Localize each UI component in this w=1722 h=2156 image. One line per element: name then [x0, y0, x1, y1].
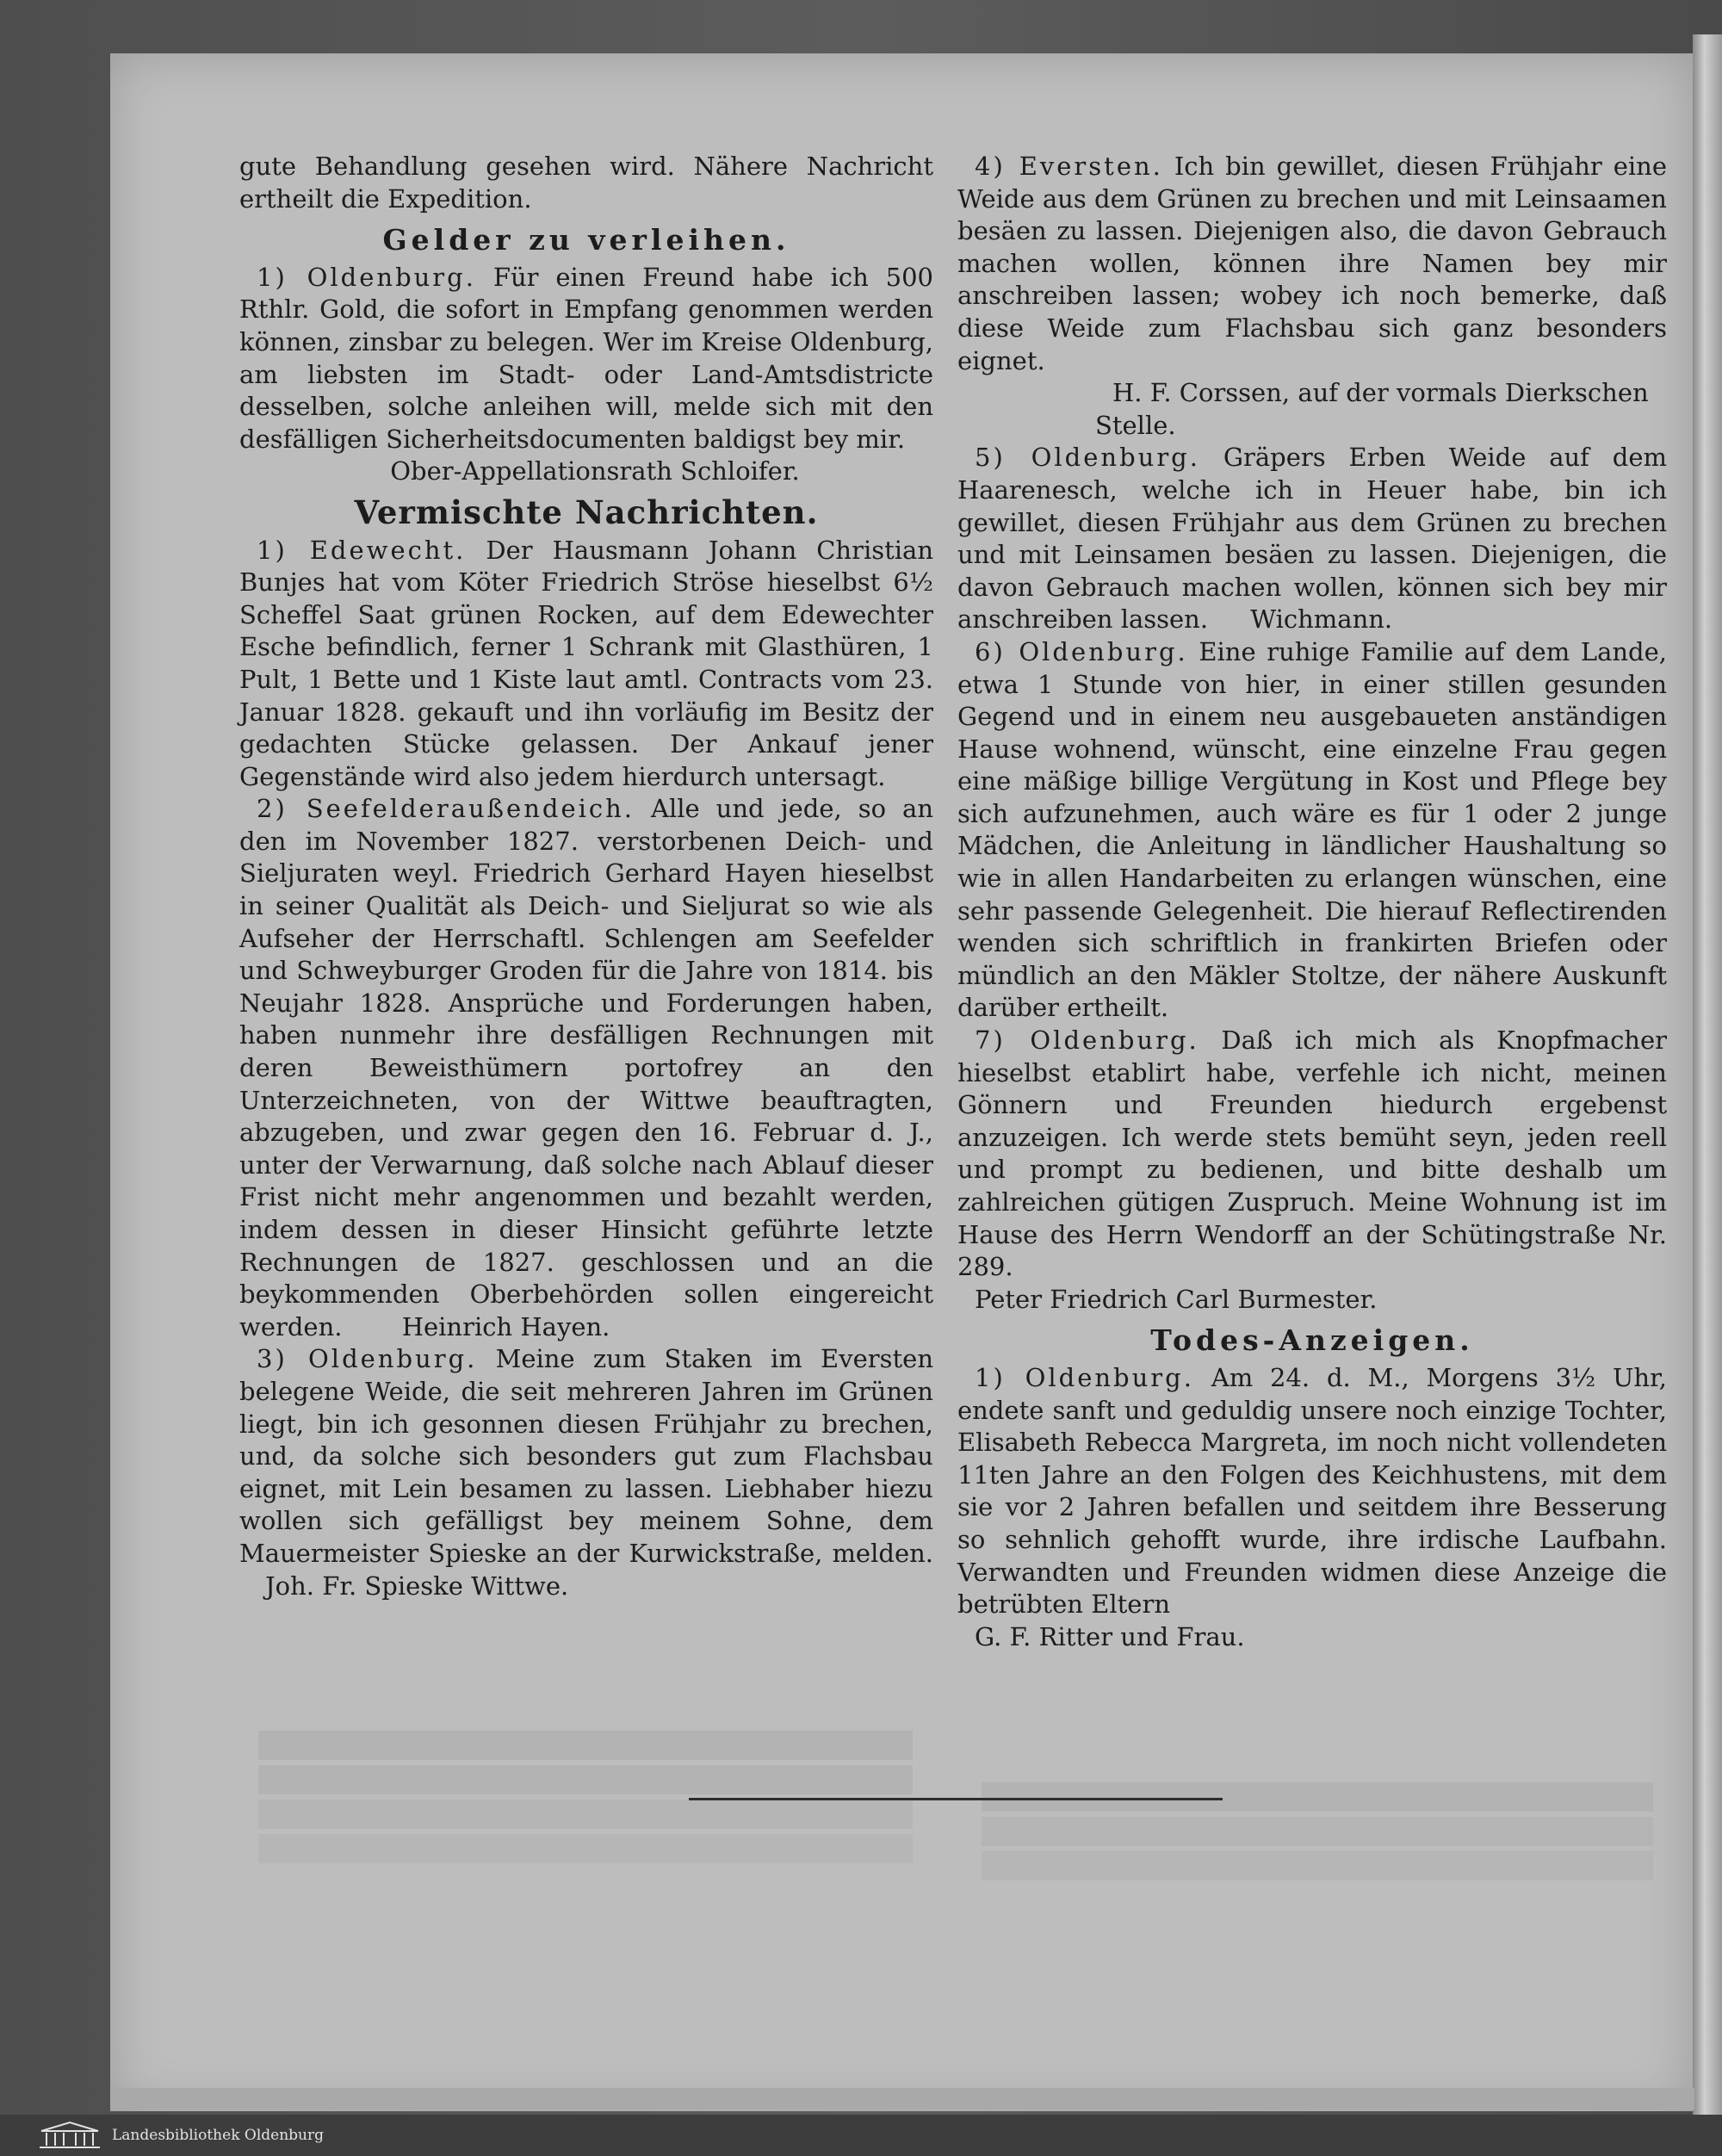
- heading-miscellaneous: Vermischte Nachrichten.: [354, 493, 819, 531]
- notice-text: Meine zum Staken im Eversten belegene Weide, die seit mehreren Jahren im Grünen liegt, bin ich gesonnen diesen Frühjahr zu brechen, und, da solche sich besonders gut zum Flachsbau eignet, mit Lein besamen zu lassen. Liebhaber hiezu wollen sich gefälligst bey meinem Sohne, dem Mauermeister Spieske an der Kurwickstraße, melden.: [239, 1344, 934, 1568]
- notice-oldenburg-3: [239, 1343, 933, 1602]
- bleed-through-left: [258, 1731, 913, 1863]
- notice-place: 4) Eversten.: [975, 152, 1163, 181]
- notice-seefeld: [239, 793, 933, 1343]
- notice-text: Ich bin gewillet, diesen Frühjahr eine Weide aus dem Grünen zu brechen und mit Leinsaamen besäen zu lassen. Diejenigen also, die davon Gebrauch machen wollen, können ihre Namen bey mir anschreiben lassen; wobey ich noch bemerke, daß diese Weide zum Flachsbau sich ganz besonders eignet.: [957, 152, 1668, 375]
- notice-place: 1) Oldenburg.: [975, 1362, 1194, 1392]
- notice-place: 6) Oldenburg.: [975, 636, 1188, 666]
- end-divider-line: [689, 1798, 1223, 1800]
- notice-place: 2) Seefelderaußendeich.: [257, 794, 635, 824]
- notice-signature: Joh. Fr. Spieske Wittwe.: [265, 1571, 569, 1601]
- footer-bar: [0, 2115, 1722, 2156]
- footer-institution-label: Landesbibliothek Oldenburg: [112, 2127, 325, 2144]
- heading-money-to-lend: Gelder zu verleihen.: [382, 223, 790, 257]
- notice-signature: Wichmann.: [1250, 604, 1393, 635]
- heading-death-notices: Todes-Anzeigen.: [1150, 1323, 1474, 1358]
- notice-text: Der Hausmann Johann Christian Bunjes hat vom Köter Friedrich Ströse hieselbst 6½ Scheffel Saat grünen Rocken, auf dem Edewechter Esche befindlich, ferner 1 Schrank mit Glasthüren, 1 Pult, 1 Bette und 1 Kiste laut amtl. Contracts vom 23. Januar 1828. gekauft und ihn vorläufig im Besitz der gedachten Stücke gelassen. Der Ankauf jener Gegenstände wird also jedem hierdurch untersagt.: [239, 535, 934, 791]
- left-column: [239, 151, 933, 1602]
- notice-place: 1) Oldenburg.: [257, 262, 476, 292]
- notice-eversten: [957, 151, 1667, 377]
- notice-signature: H. F. Corssen, auf der vormals Dierkschen Stelle.: [1095, 378, 1649, 440]
- notice-edewecht: [239, 535, 933, 794]
- notice-oldenburg-5: [957, 442, 1667, 636]
- notice-money: [239, 262, 933, 456]
- page-edge-right: [1693, 34, 1722, 2115]
- notice-oldenburg-7: [957, 1025, 1667, 1284]
- notice-oldenburg-6: [957, 636, 1667, 1025]
- notice-signature: Peter Friedrich Carl Burmester.: [975, 1284, 1378, 1314]
- notice-place: 5) Oldenburg.: [975, 443, 1200, 473]
- notice-place: 7) Oldenburg.: [975, 1025, 1199, 1056]
- notice-text: Gräpers Erben Weide auf dem Haarenesch, welche ich in Heuer habe, bin ich gewillet, diesen Frühjahr aus dem Grünen zu brechen und mit Leinsamen besäen zu lassen. Diejenigen, die davon Gebrauch machen wollen, können sich bey mir anschreiben lassen.: [957, 443, 1667, 635]
- notice-text: Alle und jede, so an den im November 1827. verstorbenen Deich- und Sieljuraten weyl. Friedrich Gerhard Hayen hieselbst in seiner Qualität als Deich- und Sieljurat so wie als Aufseher der Herrschaftl. Schlengen am Seefelder und Schweyburger Groden für die Jahre von 1814. bis Neujahr 1828. Ansprüche und Forderungen haben, haben nunmehr ihre desfälligen Rechnungen mit deren Beweisthümern portofrey an den Unterzeichneten, von der Wittwe beauftragten, abzugeben, und zwar gegen den 16. Februar d. J., unter der Verwarnung, daß solche nach Ablauf dieser Frist nicht mehr angenommen und bezahlt werden, indem dessen in dieser Hinsicht geführte letzte Rechnungen de 1827. geschlossen und an die beykommenden Oberbehörden sollen eingereicht werden.: [239, 794, 933, 1341]
- notice-signature: G. F. Ritter und Frau.: [975, 1621, 1245, 1651]
- notice-signature: Ober-Appellationsrath Schloifer.: [390, 456, 800, 486]
- notice-text: Eine ruhige Familie auf dem Lande, etwa 1 Stunde von hier, in einer stillen gesunden Gegend und in einem neu ausgebaueten anständigen Hause wohnend, wünscht, eine einzelne Frau gegen eine mäßige billige Vergütung in Kost und Pflege bey sich aufzunehmen, auch wäre es für 1 oder 2 junge Mädchen, die Anleitung in ländlicher Haushaltung so wie in allen Handarbeiten zu erlangen wünschen, eine sehr passende Gelegenheit. Die hierauf Reflectirenden wenden sich schriftlich in frankirten Briefen oder mündlich an den Mäkler Stoltze, der nähere Auskunft darüber ertheilt.: [957, 636, 1667, 1023]
- notice-text: Am 24. d. M., Morgens 3½ Uhr, endete sanft und geduldig unsere noch einzige Tochter, Elisabeth Rebecca Margreta, im noch nicht vollendeten 11ten Jahre an den Folgen des Keichhustens, mit dem sie vor 2 Jahren befallen und seitdem ihre Besserung so sehnlich gehofft wurde, ihre irdische Laufbahn. Verwandten und Freunden widmen diese Anzeige die betrübten Eltern: [957, 1362, 1667, 1620]
- notice-signature: Heinrich Hayen.: [401, 1311, 610, 1341]
- notice-death: [957, 1362, 1667, 1621]
- library-building-icon: [38, 2121, 102, 2150]
- notice-place: 3) Oldenburg.: [257, 1344, 478, 1374]
- notice-place: 1) Edewecht.: [257, 535, 467, 565]
- page-edge-bottom: [110, 2088, 1694, 2110]
- notice-text: Für einen Freund habe ich 500 Rthlr. Gold, die sofort in Empfang genommen werden können, zinsbar zu belegen. Wer im Kreise Oldenburg, am liebsten im Stadt- oder Land-Amtsdistricte desselben, solche anleihen will, melde sich mit den desfälligen Sicherheitsdocumenten baldigst bey mir.: [239, 262, 934, 454]
- notice-text: Daß ich mich als Knopfmacher hieselbst etablirt habe, verfehle ich nicht, meinen Gönnern und Freunden hiedurch ergebenst anzuzeigen. Ich werde stets bemüht seyn, jeden reell und prompt zu bedienen, und bitte deshalb um zahlreichen gütigen Zuspruch. Meine Wohnung ist im Hause des Herrn Wendorff an der Schütingstraße Nr. 289.: [957, 1025, 1668, 1282]
- right-column: [957, 151, 1667, 1653]
- intro-fragment: gute Behandlung gesehen wird. Nähere Nachricht ertheilt die Expedition.: [239, 152, 933, 214]
